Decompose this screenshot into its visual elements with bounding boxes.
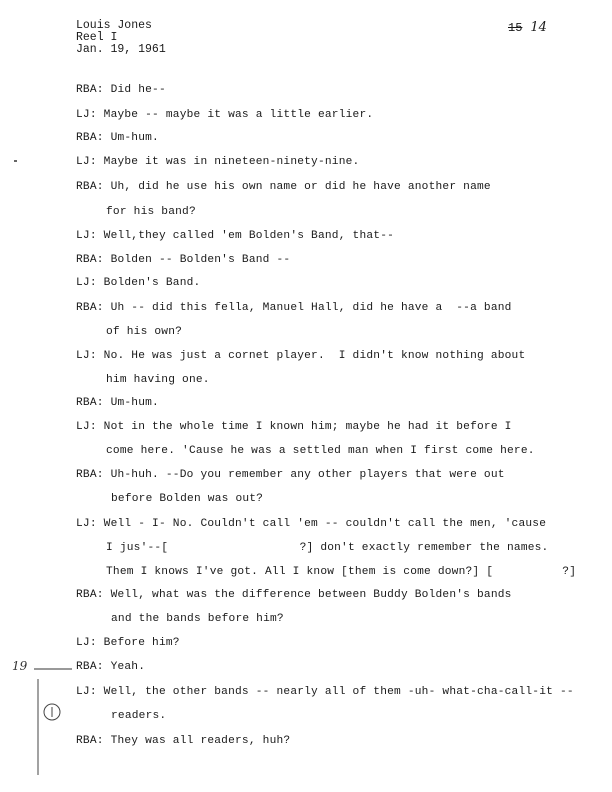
margin-bracket-mark bbox=[0, 655, 80, 785]
transcript-line: RBA: They was all readers, huh? bbox=[76, 735, 291, 747]
transcript-line: of his own? bbox=[106, 326, 183, 338]
transcript-line: LJ: Maybe -- maybe it was a little earlier. bbox=[76, 109, 374, 121]
transcript-line: RBA: Bolden -- Bolden's Band -- bbox=[76, 254, 291, 266]
transcript-line: LJ: Not in the whole time I known him; maybe he had it before I bbox=[76, 421, 512, 433]
typed-page-number: 15 bbox=[508, 21, 523, 35]
transcript-line: and the bands before him? bbox=[111, 613, 284, 625]
transcript-line: LJ: Well,they called 'em Bolden's Band, that-- bbox=[76, 230, 395, 242]
transcript-line: LJ: Maybe it was in nineteen-ninety-nine. bbox=[76, 156, 360, 168]
transcript-line: LJ: Well - I- No. Couldn't call 'em -- couldn't call the men, 'cause bbox=[76, 518, 547, 530]
transcript-line: RBA: Uh -- did this fella, Manuel Hall, did he have a --a band bbox=[76, 302, 512, 314]
stray-mark bbox=[14, 160, 17, 162]
transcript-line: Them I knows I've got. All I know [them is come down?] [ ?] bbox=[106, 566, 577, 578]
margin-note: 19 bbox=[12, 659, 28, 673]
reel-label: Reel I bbox=[76, 31, 118, 44]
transcript-line: LJ: Bolden's Band. bbox=[76, 277, 201, 289]
transcript-line: RBA: Did he-- bbox=[76, 84, 166, 96]
transcript-line: RBA: Um-hum. bbox=[76, 132, 159, 144]
transcript-line: LJ: No. He was just a cornet player. I didn't know nothing about bbox=[76, 350, 526, 362]
transcript-line: LJ: Well, the other bands -- nearly all of them -uh- what-cha-call-it -- bbox=[76, 686, 574, 698]
interviewee-name: Louis Jones bbox=[76, 19, 152, 32]
transcript-line: I jus'--[ ?] don't exactly remember the names. bbox=[106, 542, 549, 554]
transcript-line: RBA: Uh-huh. --Do you remember any other players that were out bbox=[76, 469, 505, 481]
page-number bbox=[508, 20, 547, 35]
handwritten-page-number: 14 bbox=[530, 20, 547, 35]
interview-date: Jan. 19, 1961 bbox=[76, 43, 166, 56]
transcript-line: RBA: Uh, did he use his own name or did he have another name bbox=[76, 181, 491, 193]
transcript-line: RBA: Yeah. bbox=[76, 661, 146, 673]
transcript-line: RBA: Um-hum. bbox=[76, 397, 159, 409]
transcript-line: RBA: Well, what was the difference between Buddy Bolden's bands bbox=[76, 589, 512, 601]
transcript-line: him having one. bbox=[106, 374, 210, 386]
transcript-line: for his band? bbox=[106, 206, 196, 218]
transcript-line: before Bolden was out? bbox=[111, 493, 264, 505]
transcript-line: readers. bbox=[111, 710, 167, 722]
transcript-line: come here. 'Cause he was a settled man when I first come here. bbox=[106, 445, 535, 457]
transcript-line: LJ: Before him? bbox=[76, 637, 180, 649]
